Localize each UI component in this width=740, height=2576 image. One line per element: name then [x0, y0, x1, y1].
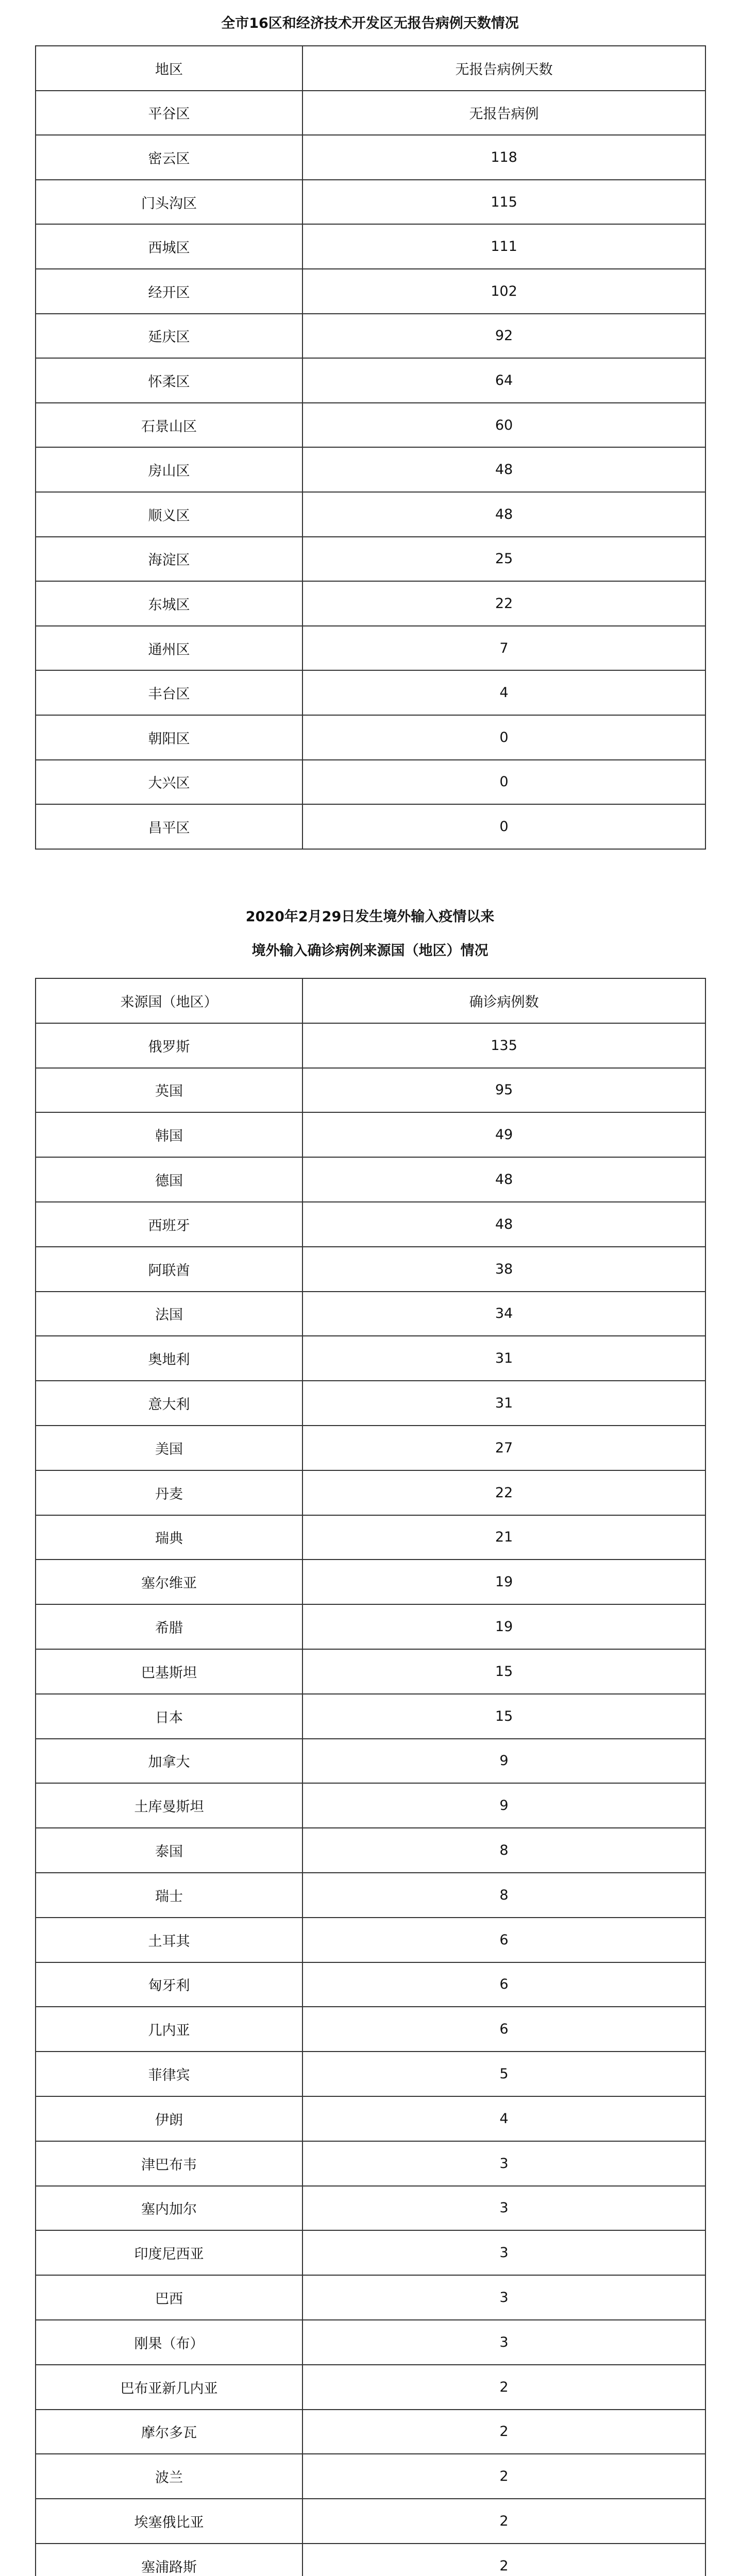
- table-row: [36, 1202, 705, 1247]
- table-row: [36, 135, 705, 180]
- source-cell: 摩尔多瓦: [36, 2410, 302, 2454]
- days-cell: 118: [302, 135, 705, 180]
- district-cell: 平谷区: [36, 91, 302, 135]
- table-row: [36, 2141, 705, 2186]
- source-cell: 泰国: [36, 1828, 302, 1873]
- cases-cell: 3: [302, 2230, 705, 2275]
- days-cell: 25: [302, 537, 705, 582]
- cases-cell: 135: [302, 1023, 705, 1068]
- source-cell: 伊朗: [36, 2096, 302, 2141]
- table-row: [36, 180, 705, 225]
- table-row: [36, 2365, 705, 2410]
- cases-cell: 3: [302, 2320, 705, 2365]
- imported-cases-table: [35, 978, 706, 2576]
- source-cell: 埃塞俄比亚: [36, 2499, 302, 2544]
- table-row: [36, 2275, 705, 2320]
- table-row: [36, 1292, 705, 1336]
- cases-cell: 22: [302, 1470, 705, 1515]
- district-cell: 怀柔区: [36, 358, 302, 403]
- header-cell-source: 来源国（地区）: [36, 978, 302, 1023]
- table-row: [36, 492, 705, 537]
- table-row: [36, 1962, 705, 2007]
- source-cell: 丹麦: [36, 1470, 302, 1515]
- district-cell: 朝阳区: [36, 715, 302, 760]
- district-cell: 丰台区: [36, 670, 302, 715]
- table-row: [36, 2454, 705, 2499]
- days-cell: 0: [302, 804, 705, 849]
- table-row: [36, 2499, 705, 2544]
- cases-cell: 48: [302, 1202, 705, 1247]
- table-row: [36, 269, 705, 314]
- cases-cell: 31: [302, 1381, 705, 1426]
- table-row: [36, 760, 705, 805]
- days-cell: 48: [302, 447, 705, 492]
- cases-cell: 6: [302, 1918, 705, 1962]
- table-row: [36, 1336, 705, 1381]
- district-cell: 延庆区: [36, 314, 302, 359]
- cases-cell: 2: [302, 2544, 705, 2576]
- table-row: [36, 1112, 705, 1157]
- source-cell: 菲律宾: [36, 2052, 302, 2096]
- cases-cell: 3: [302, 2141, 705, 2186]
- source-cell: 意大利: [36, 1381, 302, 1426]
- source-cell: 奥地利: [36, 1336, 302, 1381]
- district-cell: 海淀区: [36, 537, 302, 582]
- table-header-row: [36, 978, 705, 1023]
- source-cell: 津巴布韦: [36, 2141, 302, 2186]
- cases-cell: 3: [302, 2186, 705, 2231]
- source-cell: 阿联酋: [36, 1247, 302, 1292]
- district-cell: 密云区: [36, 135, 302, 180]
- table-row: [36, 1470, 705, 1515]
- source-cell: 瑞典: [36, 1515, 302, 1560]
- table-row: [36, 2230, 705, 2275]
- table-row: [36, 1381, 705, 1426]
- cases-cell: 8: [302, 1873, 705, 1918]
- cases-cell: 9: [302, 1783, 705, 1828]
- table-row: [36, 358, 705, 403]
- table-row: [36, 2052, 705, 2096]
- source-cell: 波兰: [36, 2454, 302, 2499]
- table-row: [36, 1739, 705, 1784]
- table-row: [36, 1918, 705, 1962]
- district-cell: 西城区: [36, 224, 302, 269]
- section2-title-line2: 境外输入确诊病例来源国（地区）情况: [251, 943, 489, 959]
- district-cell: 门头沟区: [36, 180, 302, 225]
- source-cell: 土库曼斯坦: [36, 1783, 302, 1828]
- table-row: [36, 1604, 705, 1649]
- district-cell: 石景山区: [36, 403, 302, 448]
- cases-cell: 6: [302, 2007, 705, 2052]
- table-row: [36, 804, 705, 849]
- header-cell-days: 无报告病例天数: [302, 46, 705, 91]
- source-cell: 巴西: [36, 2275, 302, 2320]
- days-cell: 22: [302, 581, 705, 626]
- cases-cell: 3: [302, 2275, 705, 2320]
- days-cell: 0: [302, 715, 705, 760]
- source-cell: 土耳其: [36, 1918, 302, 1962]
- source-cell: 塞尔维亚: [36, 1560, 302, 1604]
- source-cell: 匈牙利: [36, 1962, 302, 2007]
- district-cell: 通州区: [36, 626, 302, 671]
- table-row: [36, 91, 705, 135]
- days-cell: 无报告病例: [302, 91, 705, 135]
- source-cell: 西班牙: [36, 1202, 302, 1247]
- cases-cell: 15: [302, 1694, 705, 1739]
- table-row: [36, 626, 705, 671]
- source-cell: 韩国: [36, 1112, 302, 1157]
- table-row: [36, 670, 705, 715]
- source-cell: 几内亚: [36, 2007, 302, 2052]
- table-row: [36, 581, 705, 626]
- district-cell: 经开区: [36, 269, 302, 314]
- cases-cell: 48: [302, 1157, 705, 1202]
- table-row: [36, 2096, 705, 2141]
- source-cell: 瑞士: [36, 1873, 302, 1918]
- source-cell: 加拿大: [36, 1739, 302, 1784]
- district-cell: 东城区: [36, 581, 302, 626]
- table-row: [36, 2410, 705, 2454]
- table-row: [36, 1560, 705, 1604]
- table-row: [36, 224, 705, 269]
- cases-cell: 49: [302, 1112, 705, 1157]
- section2-title-line1: 2020年2月29日发生境外输入疫情以来: [245, 909, 495, 925]
- table-row: [36, 1247, 705, 1292]
- table-row: [36, 1157, 705, 1202]
- cases-cell: 2: [302, 2499, 705, 2544]
- source-cell: 塞内加尔: [36, 2186, 302, 2231]
- cases-cell: 38: [302, 1247, 705, 1292]
- days-cell: 60: [302, 403, 705, 448]
- table-row: [36, 2544, 705, 2576]
- cases-cell: 19: [302, 1604, 705, 1649]
- table-row: [36, 2186, 705, 2231]
- table-header-row: [36, 46, 705, 91]
- source-cell: 希腊: [36, 1604, 302, 1649]
- cases-cell: 5: [302, 2052, 705, 2096]
- header-cell-cases: 确诊病例数: [302, 978, 705, 1023]
- table-row: [36, 2007, 705, 2052]
- table-row: [36, 1783, 705, 1828]
- table-row: [36, 1873, 705, 1918]
- table-row: [36, 1649, 705, 1694]
- cases-cell: 95: [302, 1068, 705, 1113]
- cases-cell: 2: [302, 2454, 705, 2499]
- district-cell: 房山区: [36, 447, 302, 492]
- table-row: [36, 1515, 705, 1560]
- cases-cell: 9: [302, 1739, 705, 1784]
- cases-cell: 15: [302, 1649, 705, 1694]
- table-row: [36, 1694, 705, 1739]
- table-row: [36, 1828, 705, 1873]
- days-cell: 64: [302, 358, 705, 403]
- source-cell: 美国: [36, 1426, 302, 1470]
- table-row: [36, 1068, 705, 1113]
- table-row: [36, 1023, 705, 1068]
- source-cell: 巴布亚新几内亚: [36, 2365, 302, 2410]
- days-cell: 4: [302, 670, 705, 715]
- source-cell: 日本: [36, 1694, 302, 1739]
- cases-cell: 31: [302, 1336, 705, 1381]
- source-cell: 德国: [36, 1157, 302, 1202]
- days-cell: 115: [302, 180, 705, 225]
- cases-cell: 8: [302, 1828, 705, 1873]
- cases-cell: 27: [302, 1426, 705, 1470]
- source-cell: 法国: [36, 1292, 302, 1336]
- table-row: [36, 2320, 705, 2365]
- cases-cell: 34: [302, 1292, 705, 1336]
- source-cell: 巴基斯坦: [36, 1649, 302, 1694]
- district-cell: 顺义区: [36, 492, 302, 537]
- cases-cell: 6: [302, 1962, 705, 2007]
- days-cell: 48: [302, 492, 705, 537]
- district-days-table: [35, 45, 706, 850]
- days-cell: 7: [302, 626, 705, 671]
- table-row: [36, 314, 705, 359]
- cases-cell: 2: [302, 2365, 705, 2410]
- cases-cell: 19: [302, 1560, 705, 1604]
- section1-title: 全市16区和经济技术开发区无报告病例天数情况: [221, 15, 519, 31]
- source-cell: 俄罗斯: [36, 1023, 302, 1068]
- source-cell: 刚果（布）: [36, 2320, 302, 2365]
- cases-cell: 21: [302, 1515, 705, 1560]
- district-cell: 大兴区: [36, 760, 302, 805]
- days-cell: 92: [302, 314, 705, 359]
- table-row: [36, 1426, 705, 1470]
- table-row: [36, 403, 705, 448]
- table-row: [36, 447, 705, 492]
- header-cell-district: 地区: [36, 46, 302, 91]
- table-row: [36, 715, 705, 760]
- source-cell: 塞浦路斯: [36, 2544, 302, 2576]
- days-cell: 102: [302, 269, 705, 314]
- table-row: [36, 537, 705, 582]
- cases-cell: 2: [302, 2410, 705, 2454]
- source-cell: 英国: [36, 1068, 302, 1113]
- days-cell: 111: [302, 224, 705, 269]
- cases-cell: 4: [302, 2096, 705, 2141]
- district-cell: 昌平区: [36, 804, 302, 849]
- source-cell: 印度尼西亚: [36, 2230, 302, 2275]
- days-cell: 0: [302, 760, 705, 805]
